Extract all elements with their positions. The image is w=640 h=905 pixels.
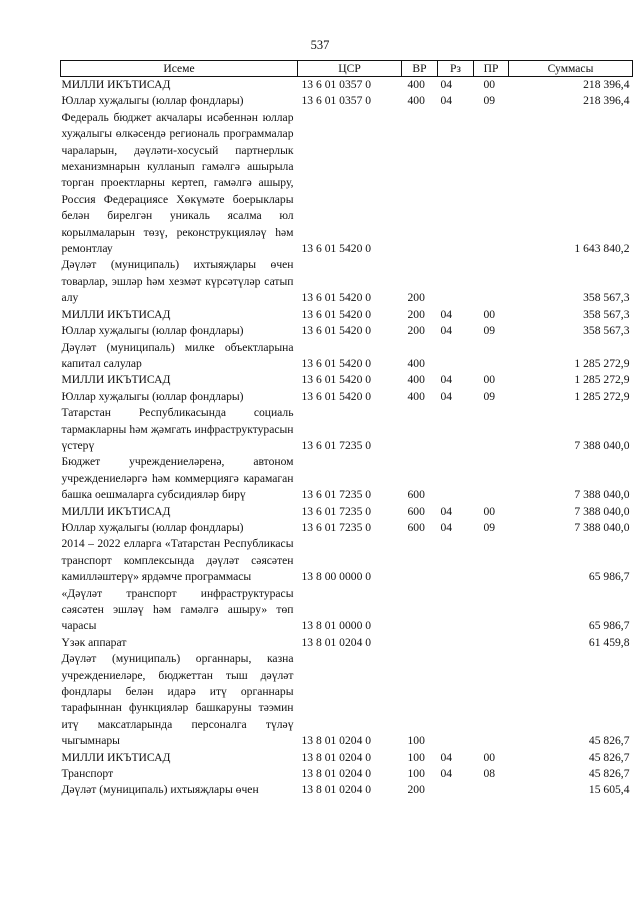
row-name: Үзәк аппарат <box>61 635 127 649</box>
row-vr: 400 <box>407 356 425 370</box>
row-rz: 04 <box>440 389 453 403</box>
table-row <box>61 372 633 388</box>
row-pr <box>474 586 509 635</box>
row-rz <box>438 651 474 749</box>
row-pr <box>474 405 509 454</box>
row-name: «Дәүләт транспорт инфраструктурасы сәясәтен эшләү һәм гамәлгә ашыру» төп чарасы <box>61 586 294 633</box>
row-name: Дәүләт (муниципаль) ихтыяҗлары өчен <box>61 783 259 797</box>
header-pr: ПР <box>474 61 509 77</box>
header-name: Исеме <box>61 61 298 77</box>
row-rz: 04 <box>440 307 453 321</box>
row-pr: 09 <box>483 520 496 534</box>
row-vr: 400 <box>407 78 425 91</box>
table-row <box>61 307 633 323</box>
table-header <box>61 61 633 77</box>
table-row <box>61 110 633 258</box>
row-pr: 08 <box>483 767 496 781</box>
row-sum: 7 388 040,0 <box>574 520 630 534</box>
row-rz: 04 <box>440 750 453 764</box>
row-csr: 13 6 01 0357 0 <box>301 94 372 108</box>
table-row <box>61 635 633 651</box>
row-sum: 45 826,7 <box>588 734 630 748</box>
row-csr: 13 8 01 0204 0 <box>301 635 372 649</box>
table-row <box>61 257 633 306</box>
row-sum: 1 285 272,9 <box>574 356 630 370</box>
row-pr <box>474 651 509 749</box>
row-vr <box>402 586 438 635</box>
table-row <box>61 504 633 520</box>
row-csr: 13 8 00 0000 0 <box>301 570 372 584</box>
row-vr: 600 <box>407 520 425 534</box>
table-row <box>61 782 633 798</box>
row-csr: 13 6 01 7235 0 <box>301 504 372 518</box>
row-name: Юллар хуҗалыгы (юллар фондлары) <box>61 520 244 534</box>
row-csr: 13 6 01 5420 0 <box>301 307 372 321</box>
table-row <box>61 651 633 749</box>
row-vr: 400 <box>407 94 425 108</box>
row-name: Федераль бюджет акчалары исәбеннән юллар хуҗалыгы өлкәсендә региональ программалар чараларын, дәүләти-хосусый партнерлык механизмнарын кулланып гамәлгә ашырыла торган проектларны кертеп, гамәлгә ашыру, Россия Федерациясе Хөкүмәте боерыклары белән бирелгән уникаль ясалма юл корылмаларын төзү, реконструкцияләү һәм ремонтлау <box>61 110 294 256</box>
row-vr <box>402 635 438 651</box>
row-vr: 400 <box>407 389 425 403</box>
row-name: МИЛЛИ ИКЪТИСАД <box>61 504 171 518</box>
row-sum: 65 986,7 <box>588 570 630 584</box>
row-name: МИЛЛИ ИКЪТИСАД <box>61 373 171 387</box>
row-rz: 04 <box>440 94 453 108</box>
row-name: Юллар хуҗалыгы (юллар фондлары) <box>61 94 244 108</box>
row-sum: 1 285 272,9 <box>574 389 630 403</box>
row-csr: 13 8 01 0204 0 <box>301 734 372 748</box>
row-rz: 04 <box>440 78 453 91</box>
row-sum: 358 567,3 <box>583 307 630 321</box>
row-csr: 13 8 01 0204 0 <box>301 767 372 781</box>
row-pr: 09 <box>483 324 496 338</box>
row-csr: 13 6 01 5420 0 <box>301 242 372 256</box>
row-sum: 65 986,7 <box>588 619 630 633</box>
row-name: Юллар хуҗалыгы (юллар фондлары) <box>61 389 244 403</box>
row-name: Дәүләт (муниципаль) милке объектларына капитал салулар <box>61 340 294 370</box>
row-vr <box>402 405 438 454</box>
row-name: Юллар хуҗалыгы (юллар фондлары) <box>61 324 244 338</box>
row-rz <box>438 782 474 798</box>
row-vr: 200 <box>407 783 425 797</box>
row-csr: 13 6 01 7235 0 <box>301 520 372 534</box>
row-pr <box>474 110 509 258</box>
row-sum: 7 388 040,0 <box>574 488 630 502</box>
row-pr <box>474 635 509 651</box>
row-name: МИЛЛИ ИКЪТИСАД <box>61 750 171 764</box>
row-vr: 100 <box>407 750 425 764</box>
table-row <box>61 454 633 503</box>
row-rz: 04 <box>440 504 453 518</box>
row-csr: 13 6 01 7235 0 <box>301 438 372 452</box>
row-sum: 45 826,7 <box>588 750 630 764</box>
header-rz: Рз <box>438 61 474 77</box>
row-csr: 13 6 01 5420 0 <box>301 324 372 338</box>
row-rz <box>438 340 474 373</box>
row-sum: 218 396,4 <box>583 78 630 91</box>
row-vr: 100 <box>407 734 425 748</box>
row-csr: 13 6 01 5420 0 <box>301 373 372 387</box>
row-sum: 1 643 840,2 <box>574 242 630 256</box>
table-row <box>61 389 633 405</box>
row-name: Дәүләт (муниципаль) ихтыяҗлары өчен товарлар, эшләр һәм хезмәт күрсәтүләр сатып алу <box>61 258 294 305</box>
row-vr: 600 <box>407 504 425 518</box>
row-rz <box>438 536 474 585</box>
row-csr: 13 6 01 0357 0 <box>301 78 372 91</box>
row-pr <box>474 340 509 373</box>
row-name: Дәүләт (муниципаль) органнары, казна учреждениеләре, бюджеттан тыш дәүләт фондлары белән идарә итү органнары тарафыннан функцияләр башкаруны тәэмин итү максатларында персоналга түләү чыгымнары <box>61 652 294 748</box>
table-row <box>61 340 633 373</box>
table-row <box>61 520 633 536</box>
table-row <box>61 77 633 94</box>
row-sum: 7 388 040,0 <box>574 504 630 518</box>
row-rz: 04 <box>440 324 453 338</box>
row-pr: 00 <box>483 750 496 764</box>
row-csr: 13 6 01 5420 0 <box>301 291 372 305</box>
row-name: МИЛЛИ ИКЪТИСАД <box>61 307 171 321</box>
table-row <box>61 750 633 766</box>
row-pr <box>474 454 509 503</box>
table-row <box>61 766 633 782</box>
row-name: Татарстан Республикасында социаль тармакларны һәм җәмгать инфраструктурасын үстерү <box>61 406 294 452</box>
row-rz <box>438 405 474 454</box>
row-pr <box>474 257 509 306</box>
table-row <box>61 536 633 585</box>
row-rz <box>438 586 474 635</box>
row-name: Бюджет учреждениеләренә, автоном учреждениеләргә һәм коммерциягә карамаган башка оешмаларга субсидияләр бирү <box>61 455 294 502</box>
row-vr: 600 <box>407 488 425 502</box>
row-rz <box>438 257 474 306</box>
row-sum: 61 459,8 <box>588 635 630 649</box>
row-pr: 00 <box>483 78 496 91</box>
header-csr: ЦСР <box>298 61 402 77</box>
row-name: Транспорт <box>61 767 114 781</box>
table-body <box>61 77 633 799</box>
row-csr: 13 8 01 0204 0 <box>301 783 372 797</box>
row-pr: 00 <box>483 307 496 321</box>
row-vr: 100 <box>407 767 425 781</box>
row-csr: 13 6 01 5420 0 <box>301 356 372 370</box>
row-sum: 218 396,4 <box>583 94 630 108</box>
row-sum: 45 826,7 <box>588 767 630 781</box>
budget-table <box>60 60 633 799</box>
row-csr: 13 8 01 0000 0 <box>301 619 372 633</box>
row-rz <box>438 454 474 503</box>
table-row <box>61 93 633 109</box>
row-csr: 13 6 01 7235 0 <box>301 488 372 502</box>
row-sum: 1 285 272,9 <box>574 373 630 387</box>
table-row <box>61 586 633 635</box>
row-pr: 09 <box>483 94 496 108</box>
row-vr: 200 <box>407 324 425 338</box>
header-sum: Суммасы <box>509 61 633 77</box>
row-csr: 13 8 01 0204 0 <box>301 750 372 764</box>
table-row <box>61 405 633 454</box>
row-sum: 358 567,3 <box>583 291 630 305</box>
header-vr: ВР <box>402 61 438 77</box>
row-rz: 04 <box>440 767 453 781</box>
row-sum: 15 605,4 <box>588 783 630 797</box>
row-name: 2014 – 2022 елларга «Татарстан Республикасы транспорт комплексында дәүләт сәясәтен камилләштерү» ярдәмче программасы <box>61 537 294 584</box>
row-pr <box>474 782 509 798</box>
row-sum: 358 567,3 <box>583 324 630 338</box>
row-sum: 7 388 040,0 <box>574 438 630 452</box>
row-vr: 400 <box>407 373 425 387</box>
row-vr <box>402 110 438 258</box>
row-vr <box>402 536 438 585</box>
row-pr: 09 <box>483 389 496 403</box>
row-rz <box>438 110 474 258</box>
page-number: 537 <box>310 38 330 52</box>
row-vr: 200 <box>407 307 425 321</box>
row-pr: 00 <box>483 504 496 518</box>
row-pr: 00 <box>483 373 496 387</box>
table-row <box>61 323 633 339</box>
row-pr <box>474 536 509 585</box>
row-name: МИЛЛИ ИКЪТИСАД <box>61 78 171 91</box>
row-rz: 04 <box>440 520 453 534</box>
row-rz <box>438 635 474 651</box>
row-vr: 200 <box>407 291 425 305</box>
row-rz: 04 <box>440 373 453 387</box>
row-csr: 13 6 01 5420 0 <box>301 389 372 403</box>
